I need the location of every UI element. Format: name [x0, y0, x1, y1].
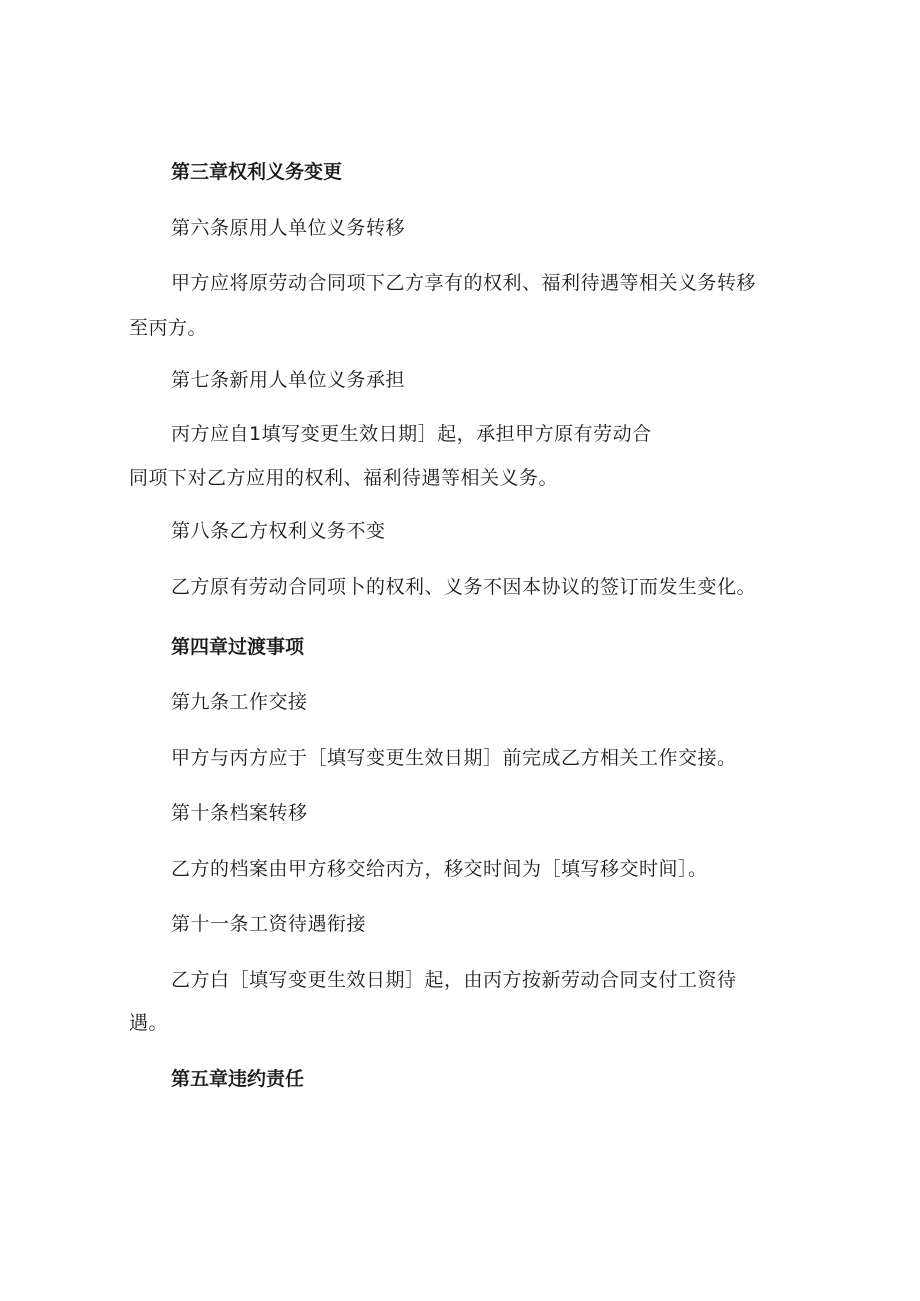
article-11-text-line-1: 乙方白［填写变更生效日期］起，由丙方按新劳动合同支付工资待: [171, 969, 737, 991]
article-7-text-line-2: 同项下对乙方应用的权利、福利待遇等相关义务。: [129, 467, 559, 489]
article-11-title: 第十一条工资待遇衔接: [171, 913, 367, 935]
article-7-text-line-1: 丙方应自1填写变更生效日期］起，承担甲方原有劳动合: [171, 423, 652, 445]
article-10-text-line-1: 乙方的档案由甲方移交给丙方，移交时间为［填写移交时间］。: [171, 858, 708, 880]
article-7-title: 第七条新用人单位义务承担: [171, 369, 406, 391]
article-6-text-line-1: 甲方应将原劳动合同项下乙方享有的权利、福利待遇等相关义务转移: [171, 272, 757, 294]
article-9-text-line-1: 甲方与丙方应于［填写变更生效日期］前完成乙方相关工作交接。: [171, 747, 737, 769]
article-8-text-line-1: 乙方原有劳动合同项卜的权利、义务不因本协议的签订而发生变化。: [171, 576, 757, 598]
article-6-text-line-2: 至丙方。: [129, 317, 208, 339]
chapter-3-title: 第三章权利义务变更: [171, 161, 343, 183]
article-11-text-line-2: 遇。: [129, 1012, 169, 1034]
article-10-title: 第十条档案转移: [171, 802, 308, 824]
chapter-5-title: 第五章违约责任: [171, 1068, 305, 1090]
chapter-4-title: 第四章过渡事项: [171, 636, 305, 658]
article-9-title: 第九条工作交接: [171, 691, 308, 713]
article-6-title: 第六条原用人单位义务转移: [171, 217, 406, 239]
article-8-title: 第八条乙方权利义务不变: [171, 520, 386, 542]
